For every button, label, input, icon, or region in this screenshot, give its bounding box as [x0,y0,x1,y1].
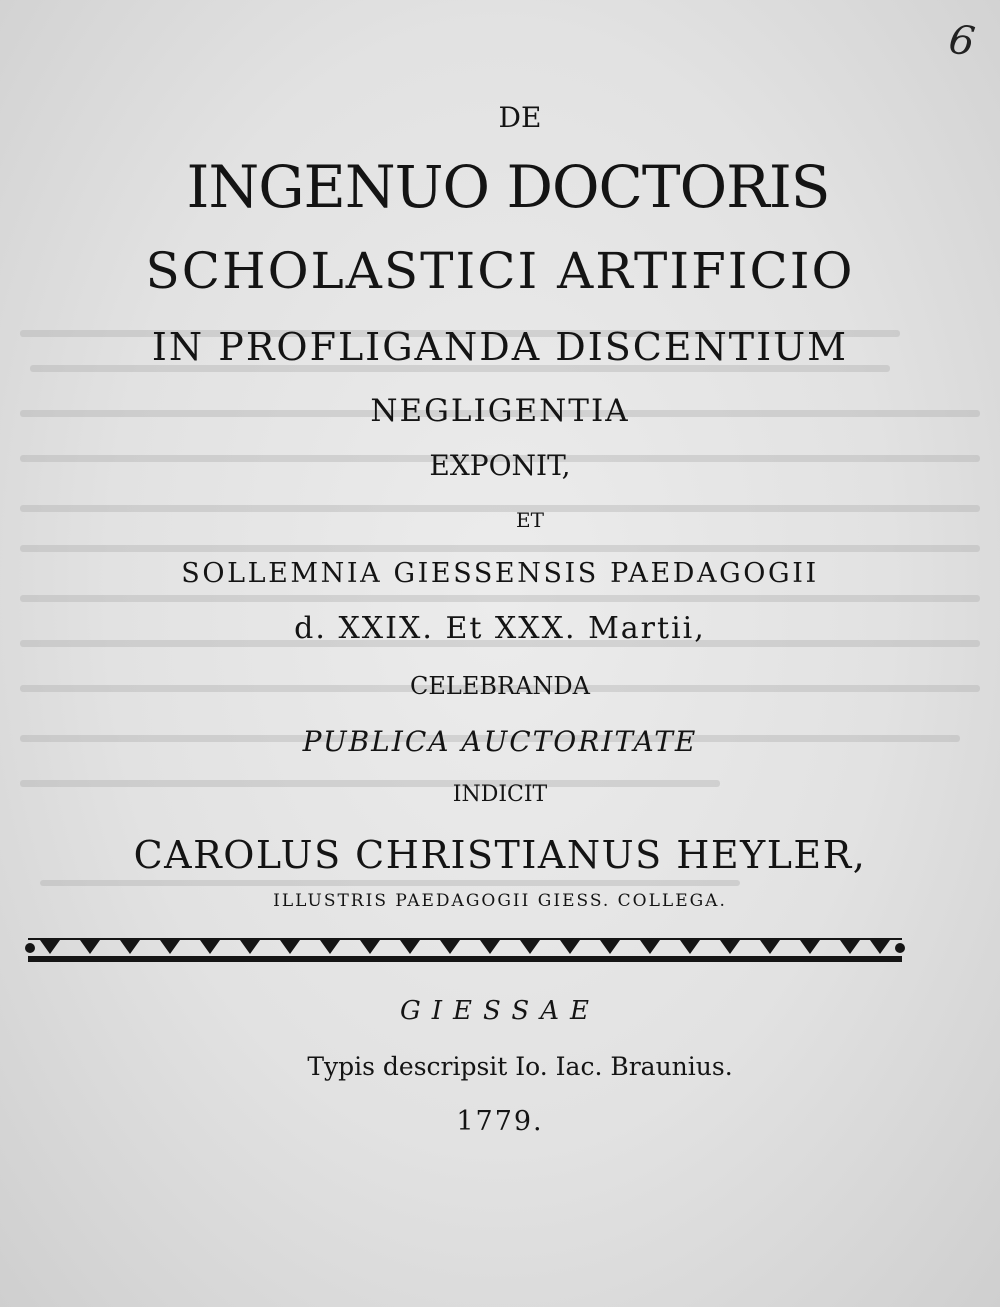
title-line-10: PUBLICA AUCTORITATE [302,725,698,758]
title-line-7: SOLLEMNIA GIESSENSIS PAEDAGOGII [181,558,819,589]
page-number: 6 [945,16,978,66]
imprint-place: GIESSAE [400,996,600,1026]
title-line-1: INGENUO DOCTORIS [186,153,830,221]
title-line-11: INDICIT [452,782,548,807]
author-role: ILLUSTRIS PAEDAGOGII GIESS. COLLEGA. [273,891,727,911]
imprint-printer: Typis descripsit Io. Iac. Braunius. [307,1052,733,1081]
imprint-year: 1779. [456,1106,544,1137]
title-line-3: IN PROFLIGANDA DISCENTIUM [151,325,849,369]
title-line-6: ET [516,508,544,532]
title-de: DE [498,101,542,134]
title-line-9: CELEBRANDA [410,672,590,700]
title-line-2: SCHOLASTICI ARTIFICIO [145,242,855,300]
title-line-5: EXPONIT, [429,449,571,482]
ornamental-rule [22,930,908,974]
title-line-4: NEGLIGENTIA [370,393,630,429]
title-line-8: d. XXIX. Et XXX. Martii, [294,611,706,646]
author-name: CAROLUS CHRISTIANUS HEYLER, [133,833,867,877]
